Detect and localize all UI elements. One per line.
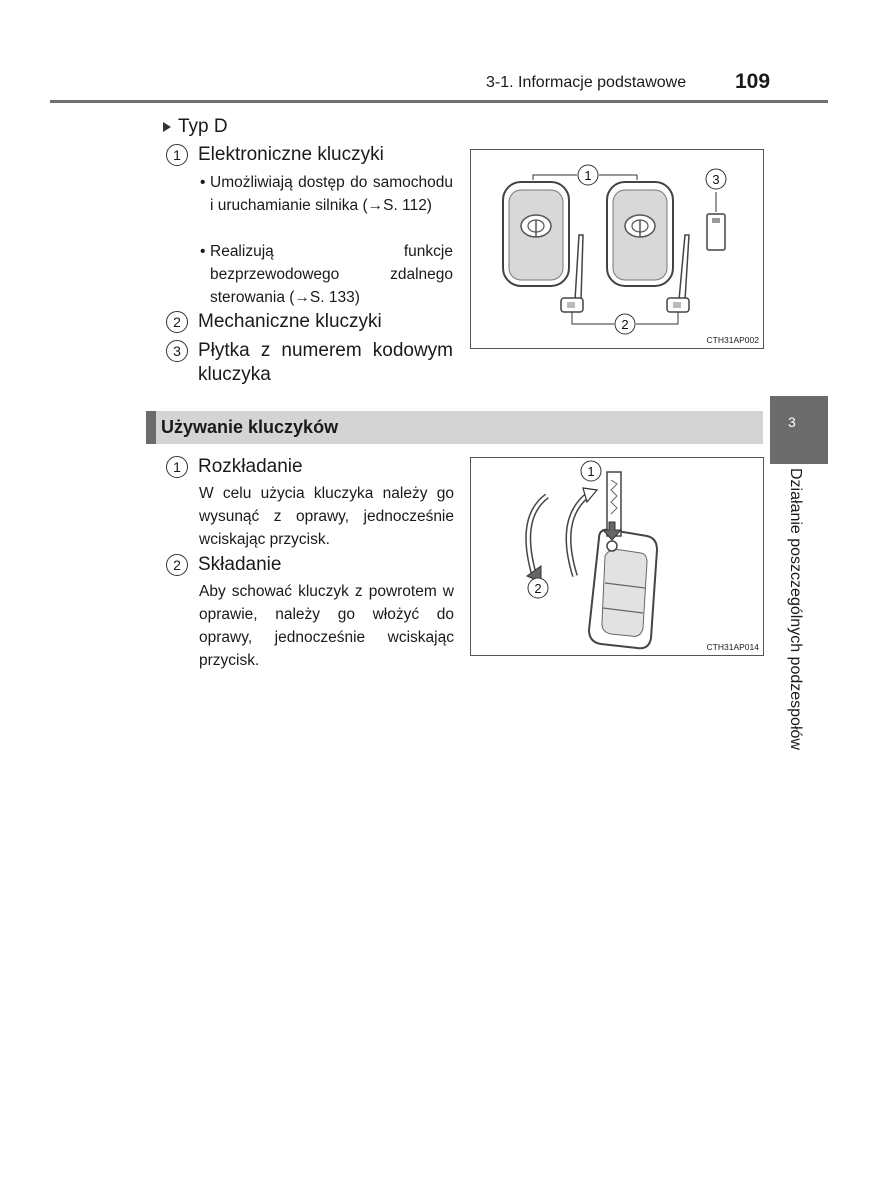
item-title: Mechaniczne kluczyki	[198, 311, 382, 332]
bullet-dot: •	[200, 243, 206, 260]
item-number-badge: 1	[166, 456, 188, 478]
folding-key-illustration	[470, 457, 764, 656]
usage-item-fold	[166, 553, 281, 577]
callout-1: 1	[584, 168, 592, 183]
callout-2: 2	[621, 317, 629, 332]
bullet-item	[200, 240, 453, 309]
item-number-badge: 2	[166, 311, 188, 333]
chapter-side-title: Działanie poszczególnych podzespołów	[787, 468, 804, 750]
bullet-text: Realizują funkcje bezprzewodowego zdalnego sterowania (→S. 133)	[210, 243, 453, 306]
chapter-tab	[770, 396, 828, 464]
triangle-bullet-icon	[163, 122, 171, 132]
callout-2: 2	[534, 581, 542, 596]
key-item-code-plate	[166, 339, 453, 387]
section-heading: Używanie kluczyków	[161, 417, 339, 437]
keys-drawing	[471, 150, 763, 348]
callout-3: 3	[712, 172, 720, 187]
item-title: Składanie	[198, 554, 282, 575]
folding-key-drawing	[471, 458, 763, 655]
header-section-title: 3-1. Informacje podstawowe	[486, 74, 687, 91]
item-title: Płytka z numerem kodowym kluczyka	[198, 340, 453, 385]
section-accent	[146, 411, 156, 444]
usage-text: W celu użycia kluczyka należy go wysunąć z oprawy, jednocześnie wciskając przycisk.	[199, 485, 454, 548]
figure-code: CTH31AP002	[706, 335, 759, 345]
figure-code: CTH31AP014	[706, 642, 759, 652]
item-number-badge: 2	[166, 554, 188, 576]
bullet-dot: •	[200, 174, 206, 191]
usage-item-unfold	[166, 455, 303, 479]
key-item-mechanical	[166, 310, 382, 334]
bullet-text: Umożliwiają dostęp do samochodu i uruchamianie silnika (→S. 112)	[210, 174, 453, 214]
chapter-number: 3	[788, 414, 796, 430]
usage-text: Aby schować kluczyk z powrotem w oprawie, należy go włożyć do oprawy, jednocześnie wciskając przycisk.	[199, 583, 454, 669]
keys-illustration	[470, 149, 764, 349]
type-label-text: Typ D	[178, 116, 228, 137]
item-title: Rozkładanie	[198, 456, 303, 477]
key-item-electronic	[166, 143, 384, 167]
bullet-item	[200, 171, 453, 217]
section-heading-bar	[146, 411, 763, 444]
type-label	[163, 116, 228, 138]
item-number-badge: 1	[166, 144, 188, 166]
item-title: Elektroniczne kluczyki	[198, 144, 384, 165]
page-number: 109	[735, 70, 771, 93]
callout-1: 1	[587, 464, 595, 479]
item-number-badge: 3	[166, 340, 188, 362]
header-rule	[50, 100, 828, 103]
